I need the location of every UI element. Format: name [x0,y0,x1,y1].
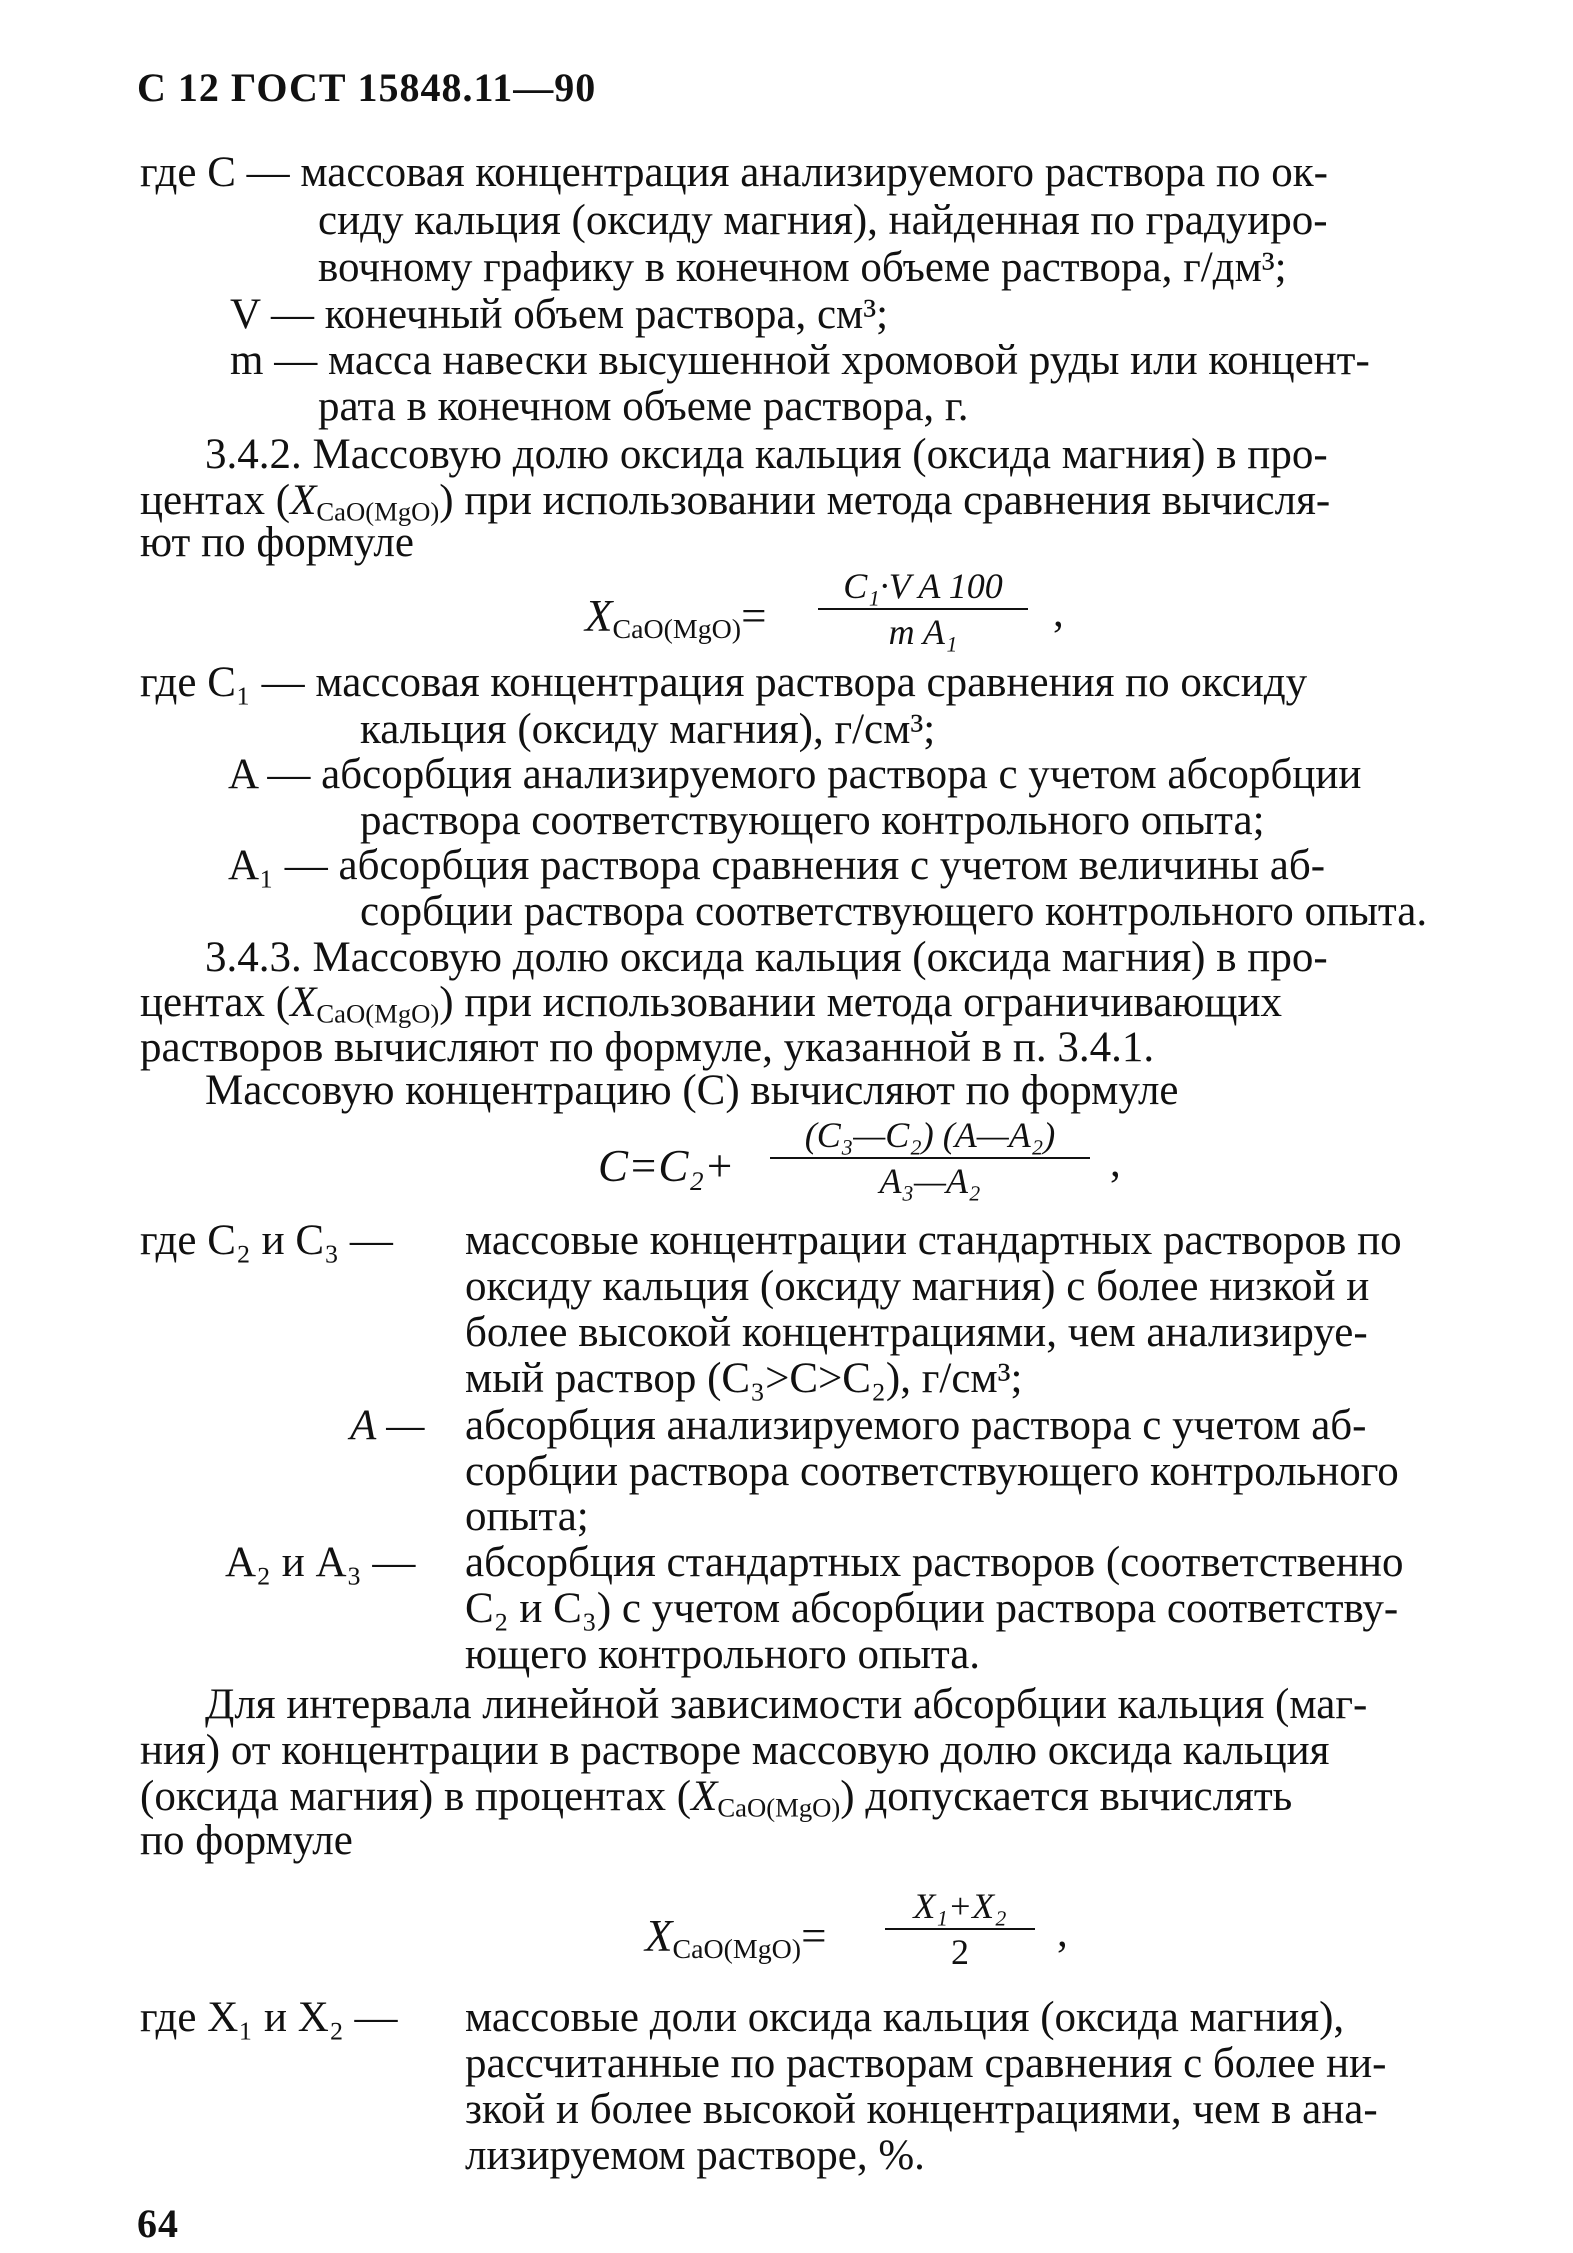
formula-1-numerator: C₁·V A 100 [818,566,1028,610]
definition-X1-X2-line-4: лизируемом растворе, %. [465,2132,925,2179]
definition-C2-C3-label: где C₂ и C₃ — [140,1217,393,1264]
definition-C: где C — массовая концентрация анализируемого раствора по ок- [140,149,1328,196]
page-header: С 12 ГОСТ 15848.11—90 [137,65,597,110]
paragraph-linear-line-2: ния) от концентрации в растворе массовую долю оксида кальция [140,1727,1330,1774]
definition-C2-C3-line-3: более высокой концентрациями, чем анализируе- [465,1309,1368,1356]
formula-3-comma: , [1057,1909,1068,1956]
formula-1-lhs: $X_{CaO(MgO)}=$ [585,591,767,645]
section-343-line-1: 3.4.3. Массовую долю оксида кальция (оксида магния) в про- [205,934,1328,981]
section-343-line-2: центах $(X_{CaO(MgO)})$ при использовании метода ограничивающих [140,979,1283,1029]
formula-2-comma: , [1110,1139,1121,1186]
definition-A-2-label: A — [350,1402,425,1449]
definition-X1-X2-line-3: зкой и более высокой концентрациями, чем в ана- [465,2086,1378,2133]
formula-2-lhs: C=C₂+ [598,1141,735,1191]
paragraph-linear-line-1: Для интервала линейной зависимости абсорбции кальция (маг- [205,1681,1368,1728]
definition-C2-C3-line-2: оксиду кальция (оксиду магния) с более низкой и [465,1263,1370,1310]
definition-A2-A3-line-2: C₂ и C₃) с учетом абсорбции раствора соответству- [465,1585,1399,1632]
formula-2-numerator: (C₃—C₂) (A—A₂) [770,1115,1090,1159]
definition-A2-A3-line-3: ющего контрольного опыта. [465,1631,981,1678]
definition-C-cont-1: сиду кальция (оксиду магния), найденная по градуиро- [318,197,1328,244]
formula-3-lhs: $X_{CaO(MgO)}=$ [645,1911,827,1965]
definition-m-cont: рата в конечном объеме раствора, г. [318,383,969,430]
definition-C2-C3-line-1: массовые концентрации стандартных растворов по [465,1217,1402,1264]
formula-3-denominator: 2 [951,1932,969,1972]
section-342-line-2: центах $(X_{CaO(MgO)})$ при использовании метода сравнения вычисля- [140,477,1331,527]
definition-C1-cont: кальция (оксиду магния), г/см³; [360,706,936,753]
definition-X1-X2-line-1: массовые доли оксида кальция (оксида магния), [465,1994,1345,2041]
definition-C2-C3-line-4: мый раствор (C₃>C>C₂), г/см³; [465,1355,1023,1402]
section-343-line-4: Массовую концентрацию (C) вычисляют по формуле [205,1067,1179,1114]
page-number: 64 [137,2201,179,2246]
paragraph-linear-line-4: по формуле [140,1817,353,1864]
definition-C-cont-2: вочному графику в конечном объеме раствора, г/дм³; [318,244,1287,291]
definition-C1: где C₁ — массовая концентрация раствора сравнения по оксиду [140,659,1308,706]
definition-X1-X2-label: где X₁ и X₂ — [140,1994,398,2041]
paragraph-linear-line-3: (оксида магния) в процентах $(X_{CaO(MgO)})$ допускается вычислять [140,1773,1293,1823]
definition-A-2-line-1: абсорбция анализируемого раствора с учетом аб- [465,1402,1367,1449]
section-342-line-1: 3.4.2. Массовую долю оксида кальция (оксида магния) в про- [205,431,1328,478]
section-342-line-3: ют по формуле [140,519,414,566]
definition-A-cont: раствора соответствующего контрольного опыта; [360,797,1265,844]
definition-A1-cont: сорбции раствора соответствующего контрольного опыта. [360,888,1428,935]
definition-A1: A₁ — абсорбция раствора сравнения с учетом величины аб- [228,842,1326,889]
formula-1-comma: , [1053,589,1064,636]
definition-A: A — абсорбция анализируемого раствора с учетом абсорбции [228,751,1362,798]
section-343-line-3: растворов вычисляют по формуле, указанной в п. 3.4.1. [140,1024,1155,1071]
formula-3-numerator: X₁+X₂ [885,1886,1035,1930]
definition-A2-A3-line-1: абсорбция стандартных растворов (соответственно [465,1539,1404,1586]
definition-A-2-line-3: опыта; [465,1493,589,1540]
formula-2-fraction [770,1115,1090,1201]
definition-A2-A3-label: A₂ и A₃ — [225,1539,416,1586]
formula-3-fraction [885,1886,1035,1972]
formula-1-denominator: m A₁ [888,612,958,652]
formula-2-denominator: A₃—A₂ [879,1161,981,1201]
definition-V: V — конечный объем раствора, см³; [230,291,889,338]
definition-A-2-line-2: сорбции раствора соответствующего контрольного [465,1448,1399,1495]
definition-X1-X2-line-2: рассчитанные по растворам сравнения с более ни- [465,2040,1387,2087]
formula-1-fraction [818,566,1028,652]
definition-m: m — масса навески высушенной хромовой руды или концент- [230,337,1370,384]
